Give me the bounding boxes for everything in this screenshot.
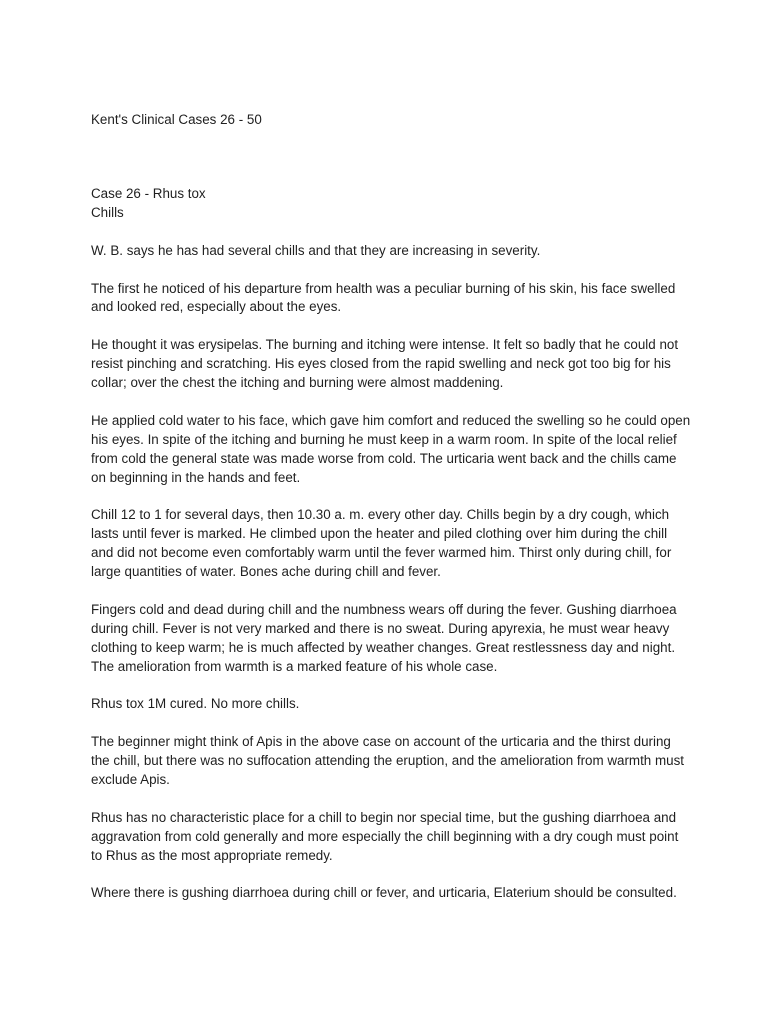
paragraph-4: He applied cold water to his face, which gave him comfort and reduced the swelling so he could open his eyes. In spite of the itching and burning he must keep in a warm room. In spite of the local relief from cold the general state was made worse from cold. The urticaria went back and the chills came on beginning in the hands and feet. <box>91 412 691 485</box>
paragraph-5: Chill 12 to 1 for several days, then 10.30 a. m. every other day. Chills begin by a dry cough, which lasts until fever is marked. He climbed upon the heater and piled clothing over him during the chill and did not become even comfortably warm until the fever warmed him. Thirst only during chill, for large quantities of water. Bones ache during chill and fever. <box>91 507 672 580</box>
paragraph-6: Fingers cold and dead during chill and the numbness wears off during the fever. Gushing diarrhoea during chill. Fever is not very marked and there is no sweat. During apyrexia, he must wear heavy clothing to keep warm; he is much affected by weather changes. Great restlessness day and night. The amelioration from warmth is a marked feature of his whole case. <box>91 601 677 674</box>
document-page <box>91 111 691 922</box>
paragraph-3: He thought it was erysipelas. The burning and itching were intense. It felt so badly that he could not resist pinching and scratching. His eyes closed from the rapid swelling and neck got too big for his collar; over the chest the itching and burning were almost maddening. <box>91 337 679 391</box>
case-title: Case 26 - Rhus tox <box>91 185 206 201</box>
paragraph-8: The beginner might think of Apis in the above case on account of the urticaria and the thirst during the chill, but there was no suffocation attending the eruption, and the amelioration from warmth must exclude Apis. <box>91 734 684 787</box>
document-title: Kent's Clinical Cases 26 - 50 <box>91 112 262 127</box>
paragraph-7: Rhus tox 1M cured. No more chills. <box>91 696 300 712</box>
case-subtitle: Chills <box>91 204 124 220</box>
case-heading-block <box>91 185 691 223</box>
paragraph-1: W. B. says he has had several chills and that they are increasing in severity. <box>91 242 541 258</box>
paragraph-2: The first he noticed of his departure from health was a peculiar burning of his skin, his face swelled and looked red, especially about the eyes. <box>91 280 676 315</box>
paragraph-10: Where there is gushing diarrhoea during chill or fever, and urticaria, Elaterium should be consulted. <box>91 885 677 901</box>
paragraph-9: Rhus has no characteristic place for a chill to begin nor special time, but the gushing diarrhoea and aggravation from cold generally and more especially the chill beginning with a dry cough must point to Rhus as the most appropriate remedy. <box>91 809 679 863</box>
